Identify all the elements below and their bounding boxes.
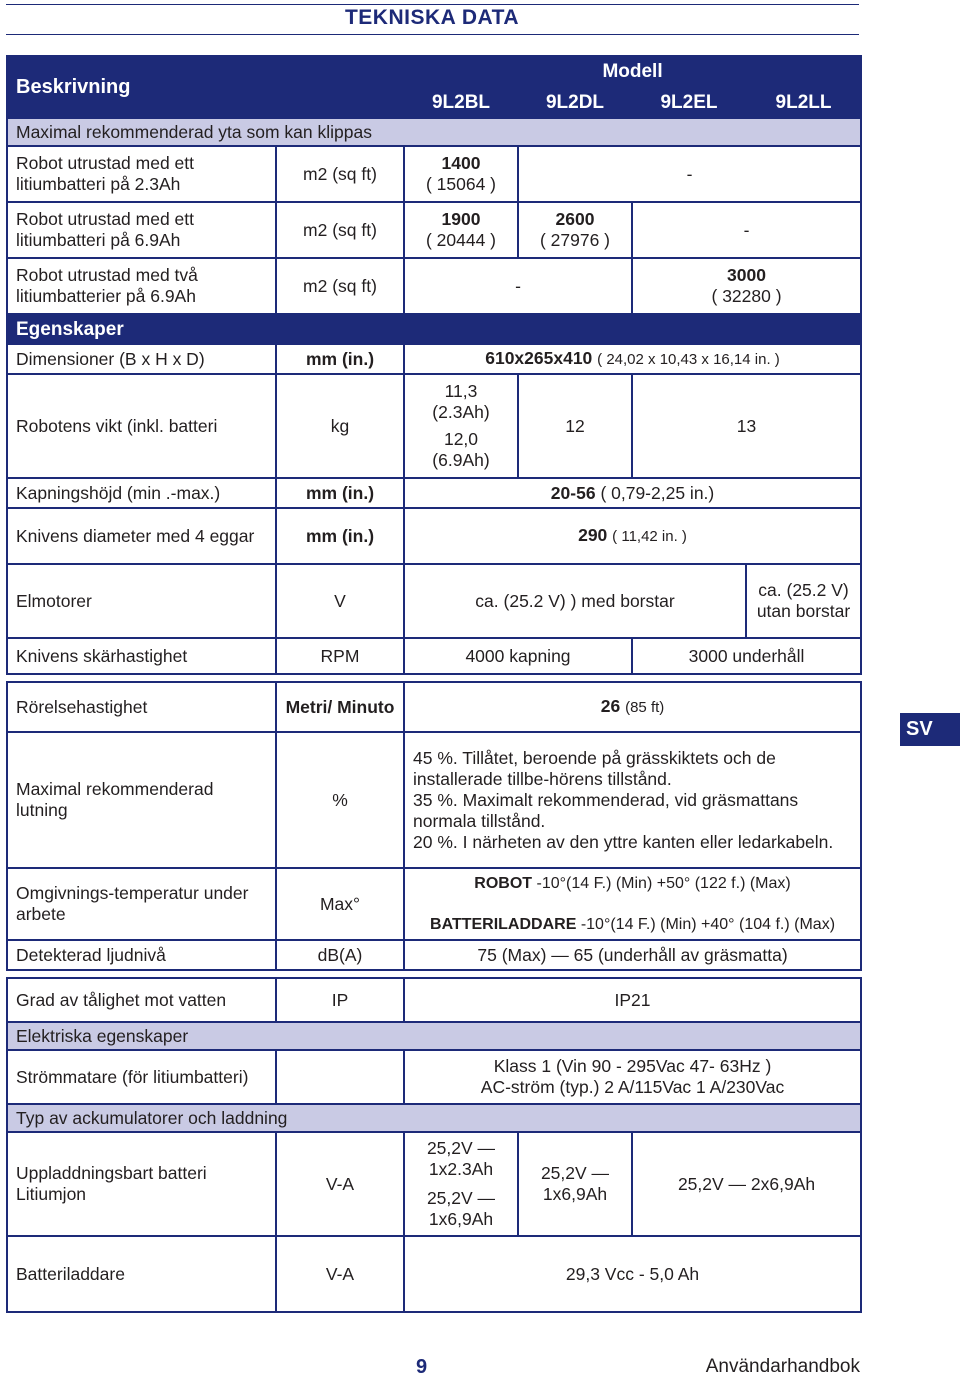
water-resistance-label: Grad av tålighet mot vatten xyxy=(7,978,276,1022)
slope-value-cell xyxy=(404,732,861,868)
slope-line: 35 %. Maximalt rekommenderad, vid gräsmattans normala tillstånd. xyxy=(413,789,799,831)
language-tab: SV xyxy=(900,713,960,746)
battery-option: 25,2V — 1x6,9Ah xyxy=(426,1188,496,1229)
travel-speed-value-ft: (85 ft) xyxy=(625,699,665,716)
travel-speed-unit: Metri/ Minuto xyxy=(276,682,404,732)
top-rule xyxy=(6,4,859,5)
power-supply-value-cell xyxy=(404,1050,861,1104)
blade-speed-label: Knivens skärhastighet xyxy=(7,638,276,674)
charger-unit: V-A xyxy=(276,1236,404,1312)
blade-diameter-label: Knivens diameter med 4 eggar xyxy=(7,508,276,564)
model-9l2bl: 9L2BL xyxy=(404,87,518,118)
blade-diameter-unit: mm (in.) xyxy=(276,508,404,564)
blade-speed-unit: RPM xyxy=(276,638,404,674)
water-resistance-value: IP21 xyxy=(404,978,861,1022)
weight-label: Robotens vikt (inkl. batteri xyxy=(7,374,276,478)
title-rule xyxy=(6,34,859,35)
weight-value-a: 11,3 (2.3Ah) xyxy=(432,381,490,422)
area-value-sqft: ( 20444 ) xyxy=(425,230,497,250)
noise-unit: dB(A) xyxy=(276,940,404,970)
area-dash: - xyxy=(632,202,861,258)
area-value-cell xyxy=(404,146,518,202)
battery-option: 25,2V — 1x2.3Ah xyxy=(426,1138,496,1179)
weight-value-d: 13 xyxy=(632,374,861,478)
travel-speed-value-cell xyxy=(404,682,861,732)
dimensions-value: 610x265x410 xyxy=(485,348,593,368)
area-row-unit: m2 (sq ft) xyxy=(276,202,404,258)
noise-value: 75 (Max) — 65 (underhåll av gräsmatta) xyxy=(404,940,861,970)
area-value: 3000 xyxy=(727,265,766,285)
motor-value-brushed: ca. (25.2 V) ) med borstar xyxy=(404,564,746,638)
area-row-label: Robot utrustad med två litiumbatterier på 6.9Ah xyxy=(7,258,276,314)
page-number: 9 xyxy=(416,1356,428,1378)
cut-height-value-in: ( 0,79-2,25 in.) xyxy=(600,482,715,503)
rechargeable-battery-unit: V-A xyxy=(276,1132,404,1236)
area-value-cell xyxy=(518,202,632,258)
motor-label: Elmotorer xyxy=(7,564,276,638)
slope-label: Maximal rekommenderad lutning xyxy=(7,732,276,868)
weight-value-b: 12,0 (6.9Ah) xyxy=(432,429,490,470)
dimensions-value-in: ( 24,02 x 10,43 x 16,14 in. ) xyxy=(597,351,780,368)
dimensions-label: Dimensioner (B x H x D) xyxy=(7,344,276,374)
area-value-cell xyxy=(632,258,861,314)
area-value: 1900 xyxy=(441,209,481,229)
weight-unit: kg xyxy=(276,374,404,478)
area-value: 2600 xyxy=(555,209,595,229)
charger-value: 29,3 Vcc - 5,0 Ah xyxy=(404,1236,861,1312)
weight-value-cell xyxy=(404,374,518,478)
rechargeable-battery-value-c: 25,2V — 2x6,9Ah xyxy=(632,1132,861,1236)
section-area: Maximal rekommenderad yta som kan klippas xyxy=(7,118,861,146)
dimensions-unit: mm (in.) xyxy=(276,344,404,374)
power-supply-line: AC-ström (typ.) 2 A/115Vac 1 A/230Vac xyxy=(480,1077,785,1097)
area-value-sqft: ( 15064 ) xyxy=(425,174,497,194)
temperature-unit: Max° xyxy=(276,868,404,940)
rechargeable-battery-value-b: 25,2V — 1x6,9Ah xyxy=(518,1132,632,1236)
cut-height-value-cell xyxy=(404,478,861,508)
page-title: TEKNISKA DATA xyxy=(344,6,520,29)
temperature-charger: BATTERILADDARE -10°(14 F.) (Min) +40° (104 f.) (Max) xyxy=(430,916,836,933)
power-supply-label: Strömmatare (för litiumbatteri) xyxy=(7,1050,276,1104)
model-9l2ll: 9L2LL xyxy=(746,87,861,118)
section-electrical: Elektriska egenskaper xyxy=(7,1022,861,1050)
blade-diameter-value: 290 xyxy=(578,525,608,545)
rechargeable-battery-label: Uppladdningsbart batteri Litiumjon xyxy=(7,1132,276,1236)
travel-speed-label: Rörelsehastighet xyxy=(7,682,276,732)
area-row-label: Robot utrustad med ett litiumbatteri på 6.9Ah xyxy=(7,202,276,258)
area-dash: - xyxy=(518,146,861,202)
section-battery: Typ av ackumulatorer och laddning xyxy=(7,1104,861,1132)
blade-diameter-value-cell xyxy=(404,508,861,564)
model-9l2dl: 9L2DL xyxy=(518,87,632,118)
blade-speed-maintenance: 3000 underhåll xyxy=(632,638,861,674)
slope-line: 45 %. Tillåtet, beroende på grässkiktets och de installerade tillbe-hörens tillstånd. xyxy=(413,747,776,789)
blade-diameter-value-in: ( 11,42 in. ) xyxy=(612,528,687,545)
blade-speed-cut: 4000 kapning xyxy=(404,638,632,674)
spec-table xyxy=(6,55,862,1313)
header-unit-blank xyxy=(276,56,404,118)
area-row-unit: m2 (sq ft) xyxy=(276,146,404,202)
slope-unit: % xyxy=(276,732,404,868)
water-resistance-unit: IP xyxy=(276,978,404,1022)
cut-height-unit: mm (in.) xyxy=(276,478,404,508)
cut-height-value: 20-56 xyxy=(550,482,596,503)
area-row-unit: m2 (sq ft) xyxy=(276,258,404,314)
charger-label: Batteriladdare xyxy=(7,1236,276,1312)
power-supply-unit-blank xyxy=(276,1050,404,1104)
footer-label: Användarhandbok xyxy=(705,1356,860,1377)
temperature-label: Omgivnings-temperatur under arbete xyxy=(7,868,276,940)
rechargeable-battery-value-a xyxy=(404,1132,518,1236)
temperature-robot: ROBOT -10°(14 F.) (Min) +50° (122 f.) (Max) xyxy=(474,875,791,892)
area-row-label: Robot utrustad med ett litiumbatteri på 2.3Ah xyxy=(7,146,276,202)
motor-value-brushless: ca. (25.2 V) utan borstar xyxy=(746,564,861,638)
area-dash: - xyxy=(404,258,632,314)
cut-height-label: Kapningshöjd (min .-max.) xyxy=(7,478,276,508)
travel-speed-value: 26 xyxy=(600,696,621,716)
header-description: Beskrivning xyxy=(7,56,276,118)
noise-label: Detekterad ljudnivå xyxy=(7,940,276,970)
area-value-sqft: ( 27976 ) xyxy=(539,230,611,250)
motor-unit: V xyxy=(276,564,404,638)
section-properties: Egenskaper xyxy=(7,314,861,344)
area-value-cell xyxy=(404,202,518,258)
model-9l2el: 9L2EL xyxy=(632,87,746,118)
dimensions-value-cell xyxy=(404,344,861,374)
area-value-sqft: ( 32280 ) xyxy=(711,286,782,306)
power-supply-line: Klass 1 (Vin 90 - 295Vac 47- 63Hz ) xyxy=(493,1056,772,1076)
area-value: 1400 xyxy=(441,153,481,173)
slope-line: 20 %. I närheten av den yttre kanten eller ledarkabeln. xyxy=(413,831,834,852)
weight-value-c: 12 xyxy=(518,374,632,478)
temperature-value-cell xyxy=(404,868,861,940)
header-model: Modell xyxy=(404,56,861,87)
